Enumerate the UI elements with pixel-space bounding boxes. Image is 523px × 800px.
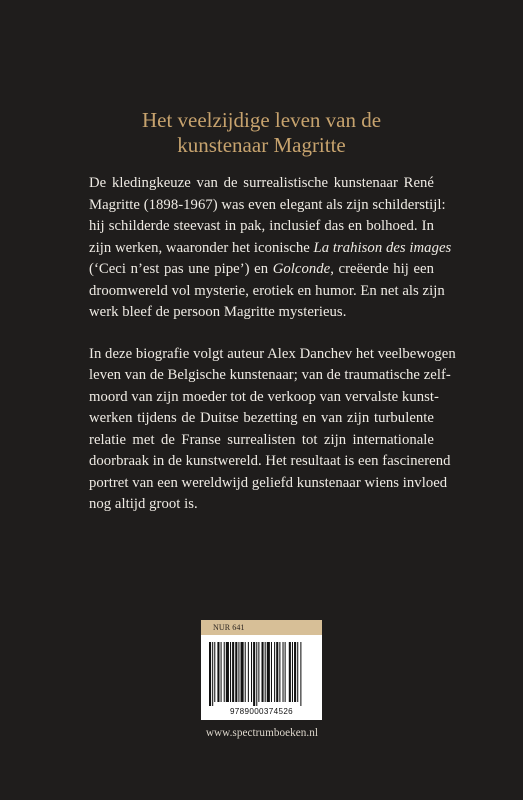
- barcode-image: [201, 635, 322, 720]
- barcode-bar: [226, 642, 229, 702]
- title-line: Het veelzijdige leven van de: [141, 108, 382, 132]
- publisher-website: www.spectrumboeken.nl: [205, 727, 319, 739]
- nur-code: NUR 641: [201, 620, 322, 635]
- barcode-bar: [238, 642, 239, 702]
- barcode-bar: [279, 642, 280, 702]
- blurb-line: [89, 259, 434, 281]
- barcode-bar: [212, 642, 213, 706]
- barcode-bar: [258, 642, 259, 702]
- blurb-line: nog altijd groot is.: [89, 496, 198, 512]
- barcode-bar: [289, 642, 291, 702]
- barcode-bar: [256, 642, 257, 706]
- barcode-bar: [217, 642, 219, 702]
- blurb-line: In deze biografie volgt auteur Alex Danchev het veelbewogen: [89, 345, 456, 362]
- barcode-bar: [283, 642, 284, 702]
- blurb-text: zijn werken, waaronder het iconische: [89, 239, 314, 256]
- blurb-line: doorbraak in de kunstwereld. Het resultaat is een fascinerend: [89, 453, 451, 469]
- barcode-bar: [209, 642, 211, 706]
- blurb-line: moord van zijn moeder tot de verkoop van vervalste kunst-: [89, 388, 439, 405]
- blurb-line: portret van een wereldwijd geliefd kunstenaar wiens invloed: [89, 474, 448, 491]
- barcode-bar: [292, 642, 293, 702]
- barcode-bar: [271, 642, 272, 702]
- isbn-number: 9789000374526: [229, 707, 294, 716]
- barcode-bar: [267, 642, 270, 702]
- barcode-bar: [276, 642, 278, 702]
- barcode-bar: [274, 642, 275, 702]
- blurb-line: De kledingkeuze van de surrealistische kunstenaar René: [89, 175, 434, 191]
- barcode-bars: [209, 642, 301, 706]
- barcode-bar: [297, 642, 298, 702]
- blurb-line: leven van de Belgische kunstenaar; van de traumatische zelf-: [89, 367, 451, 383]
- barcode-bar: [294, 642, 296, 702]
- barcode-bar: [232, 642, 234, 702]
- barcode-bar: [230, 642, 231, 702]
- title-line: kunstenaar Magritte: [177, 133, 346, 157]
- blurb-line: werk bleef de persoon Magritte mysterieus.: [89, 304, 347, 320]
- barcode-bar: [224, 642, 225, 702]
- barcode-bar: [248, 642, 249, 702]
- barcode-bar: [300, 642, 301, 706]
- barcode-box: [201, 620, 322, 720]
- barcode-bar: [235, 642, 237, 702]
- barcode-bar: [214, 642, 215, 702]
- barcode-bar: [241, 642, 244, 702]
- blurb-line: relatie met de Franse surrealisten tot zijn internationale: [89, 431, 434, 448]
- blurb-text: , creëerde hij een: [330, 261, 434, 277]
- blurb-paragraph-2: [89, 344, 456, 516]
- barcode-bar: [251, 642, 252, 702]
- blurb-text: (‘Ceci n’est pas une pipe’) en: [89, 261, 273, 277]
- barcode-bar: [285, 642, 286, 702]
- blurb-line: werken tijdens de Duitse bezetting en van zijn turbulente: [89, 410, 434, 426]
- barcode-bar: [253, 642, 255, 706]
- artwork-title: Golconde: [272, 261, 331, 277]
- barcode-bar: [262, 642, 264, 702]
- blurb-line: droomwereld vol mysterie, erotiek en humor. En net als zijn: [89, 282, 445, 299]
- blurb-line: hij schilderde steevast in pak, inclusief das en bolhoed. In: [89, 218, 434, 234]
- cover-title: [120, 108, 403, 158]
- barcode-bar: [221, 642, 222, 702]
- blurb-line: [89, 238, 452, 260]
- barcode-bar: [265, 642, 266, 702]
- artwork-title: La trahison des images: [313, 239, 452, 256]
- blurb-line: Magritte (1898-1967) was even elegant als zijn schilderstijl:: [89, 196, 446, 213]
- barcode-bar: [245, 642, 246, 702]
- blurb: [89, 173, 456, 516]
- blurb-paragraph-1: [89, 173, 452, 324]
